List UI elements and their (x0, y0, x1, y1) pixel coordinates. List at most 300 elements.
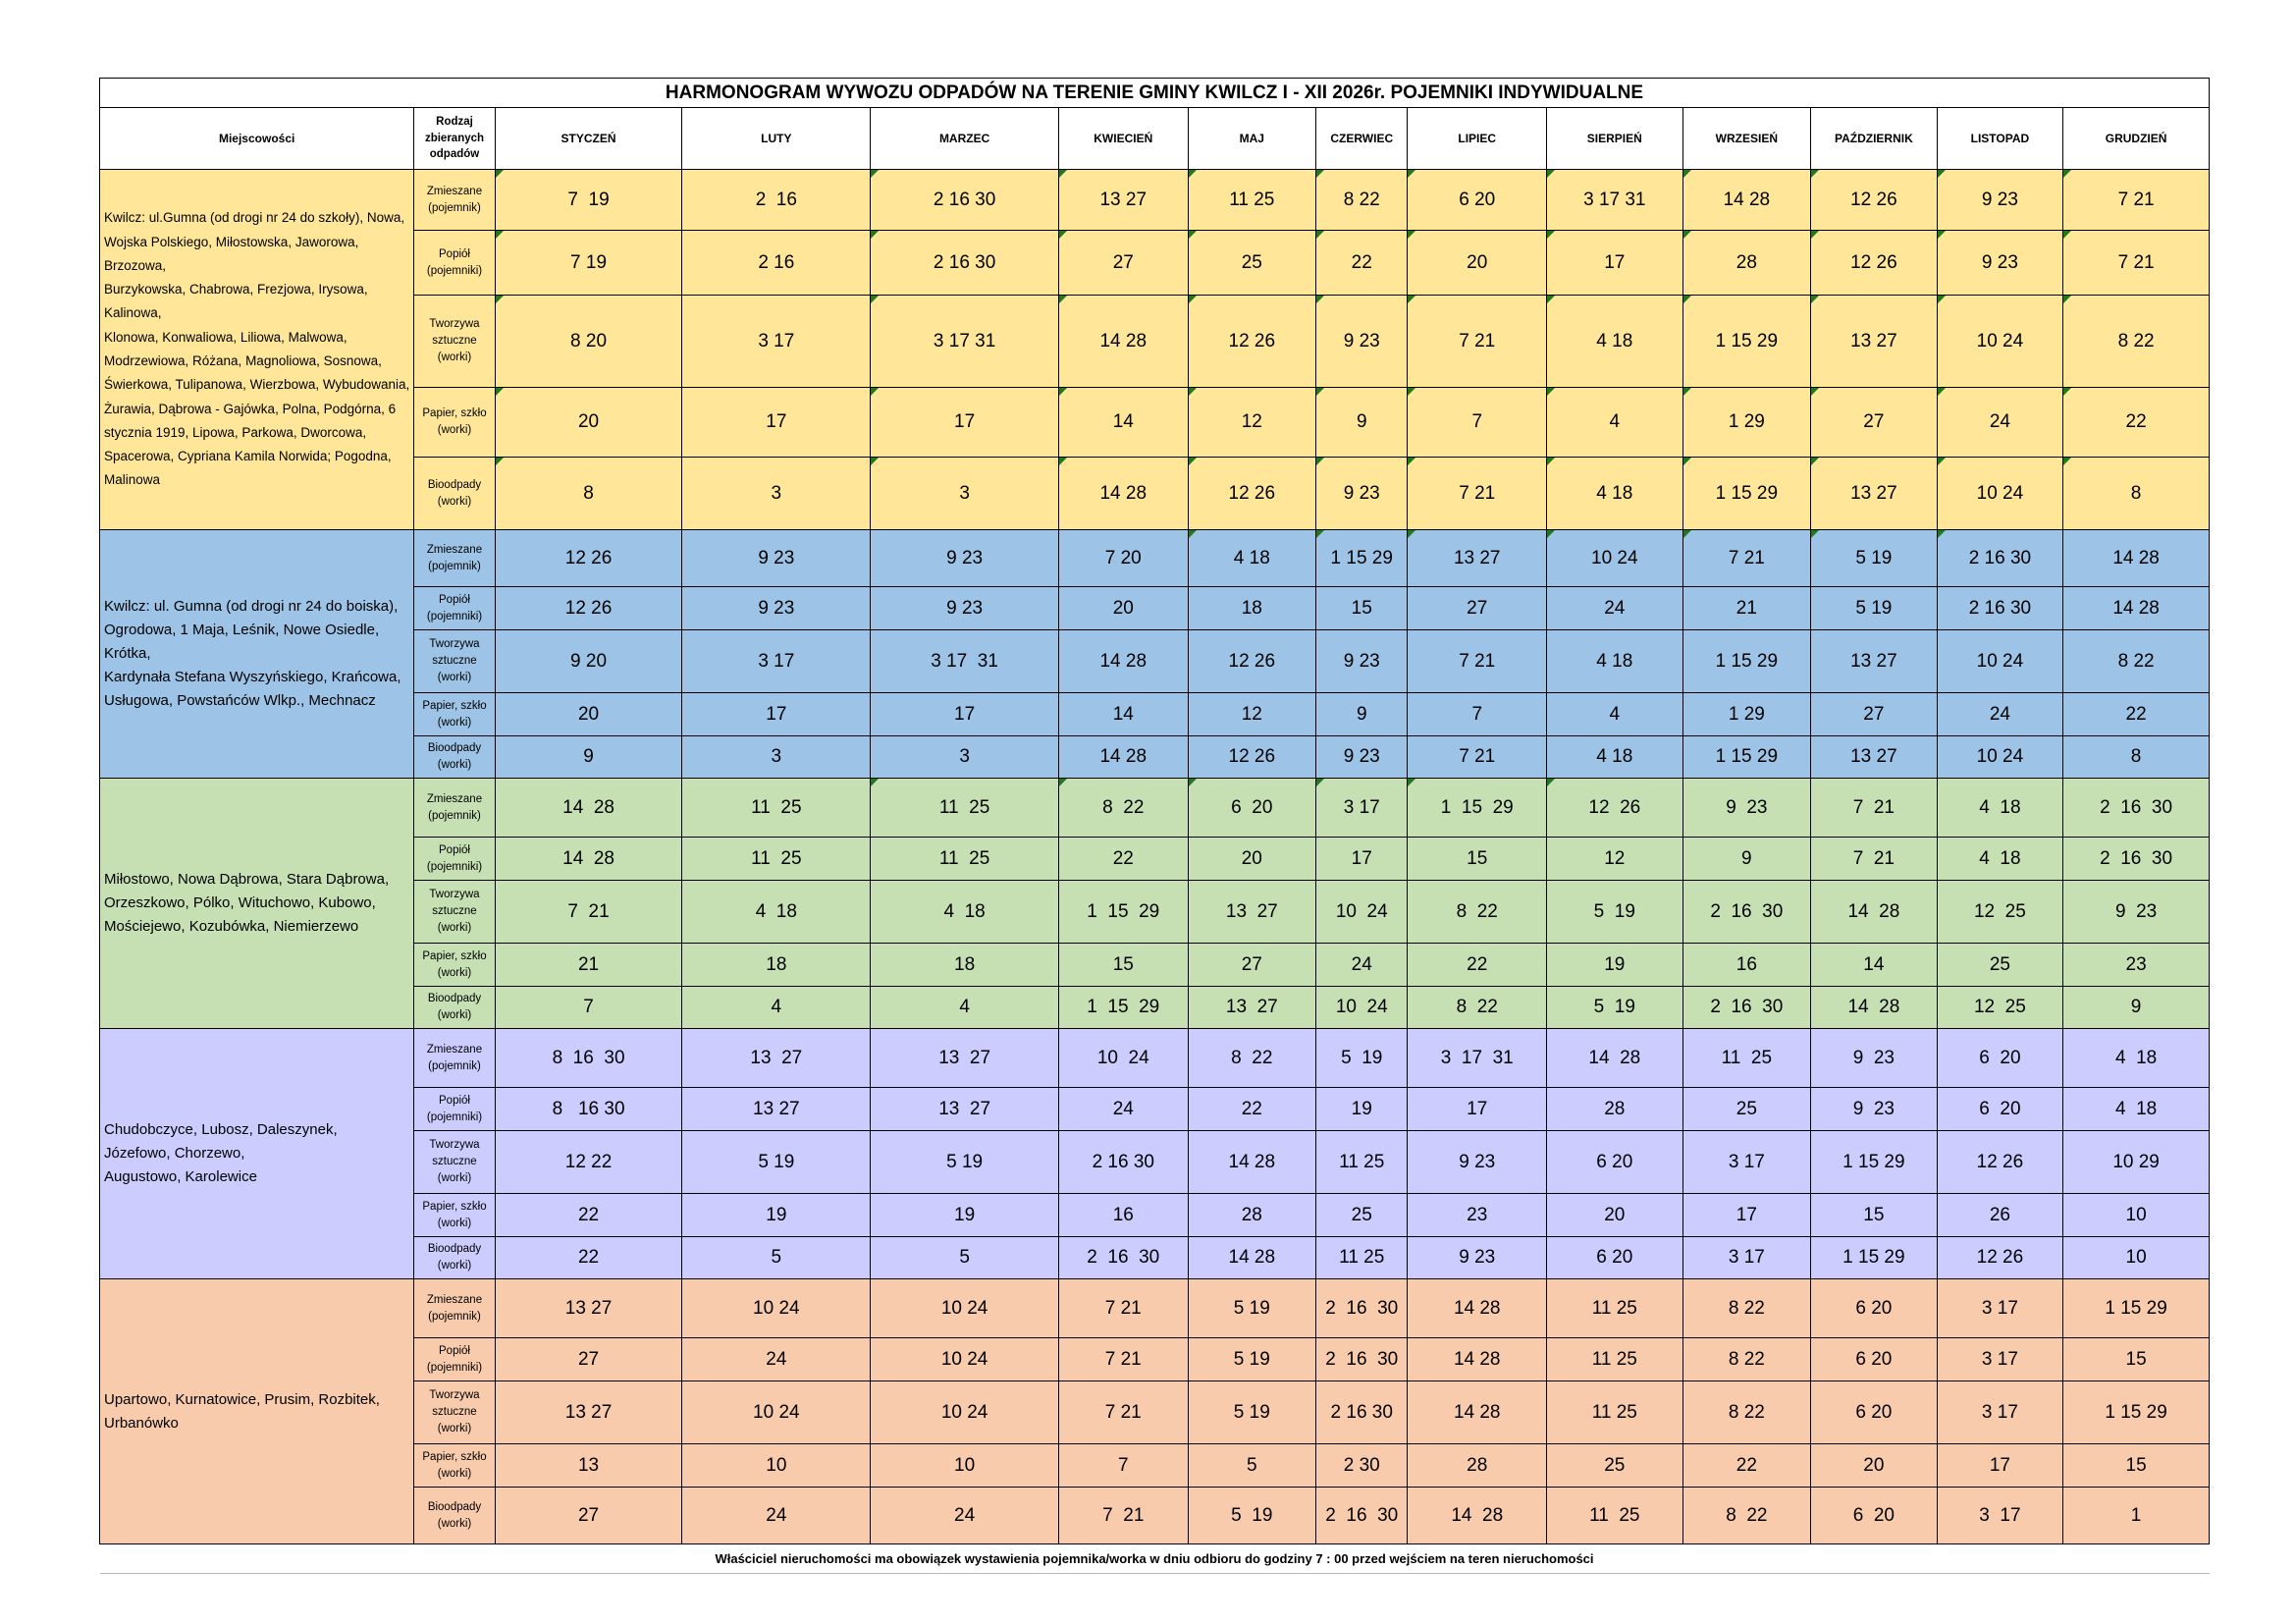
pickup-dates-cell: 15 (2063, 1444, 2210, 1488)
pickup-dates-cell: 4 18 (1547, 736, 1683, 779)
schedule-row (100, 1488, 2210, 1544)
pickup-dates-cell: 12 26 (1937, 1237, 2063, 1279)
pickup-dates-cell: 8 (495, 458, 682, 530)
pickup-dates-cell: 28 (1682, 231, 1811, 296)
pickup-dates-cell: 2 16 30 (1316, 1381, 1408, 1444)
pickup-dates-cell: 14 28 (1408, 1279, 1547, 1338)
pickup-dates-cell: 21 (1682, 587, 1811, 630)
pickup-dates-cell: 13 27 (1811, 736, 1938, 779)
pickup-dates-cell: 10 24 (1937, 296, 2063, 388)
pickup-dates-cell: 14 28 (1811, 987, 1938, 1029)
pickup-dates-cell: 1 (2063, 1488, 2210, 1544)
pickup-dates-cell: 7 21 (495, 881, 682, 944)
pickup-dates-cell: 4 18 (1547, 458, 1683, 530)
pickup-dates-cell: 18 (871, 944, 1059, 987)
pickup-dates-cell: 7 21 (1408, 458, 1547, 530)
location-cell: Kwilcz: ul.Gumna (od drogi nr 24 do szkoły), Nowa, Wojska Polskiego, Miłostowska, Jaworowa, Brzozowa, Burzykowska, Chabrowa, Frezjowa, Irysowa, Kalinowa, Klonowa, Konwaliowa, Liliowa, Malwowa, Modrzewiowa, Różana, Magnoliowa, Sosnowa, Świerkowa, Tulipanowa, Wierzbowa, Wybudowania, Żurawia, Dąbrowa - Gajówka, Polna, Podgórna, 6 stycznia 1919, Lipowa, Parkowa, Dworcowa, Spacerowa, Cypriana Kamila Norwida; Pogodna, Malinowa (100, 170, 414, 530)
pickup-dates-cell: 6 20 (1937, 1029, 2063, 1088)
pickup-dates-cell: 11 25 (1682, 1029, 1811, 1088)
pickup-dates-cell: 13 27 (1811, 630, 1938, 693)
pickup-dates-cell: 23 (2063, 944, 2210, 987)
waste-type-cell: Popiół (pojemniki) (414, 231, 495, 296)
pickup-dates-cell: 4 18 (1547, 296, 1683, 388)
pickup-dates-cell: 25 (1547, 1444, 1683, 1488)
pickup-dates-cell: 2 16 30 (1682, 881, 1811, 944)
pickup-dates-cell: 1 15 29 (1682, 296, 1811, 388)
pickup-dates-cell: 13 27 (1188, 881, 1316, 944)
pickup-dates-cell: 25 (1682, 1088, 1811, 1131)
pickup-dates-cell: 9 23 (682, 587, 871, 630)
pickup-dates-cell: 6 20 (1188, 779, 1316, 838)
waste-type-cell: Tworzywa sztuczne (worki) (414, 1131, 495, 1194)
location-cell: Chudobczyce, Lubosz, Daleszynek, Józefowo, Chorzewo, Augustowo, Karolewice (100, 1029, 414, 1279)
pickup-dates-cell: 2 16 30 (2063, 779, 2210, 838)
pickup-dates-cell: 2 16 30 (2063, 838, 2210, 881)
pickup-dates-cell: 27 (1188, 944, 1316, 987)
pickup-dates-cell: 1 15 29 (1811, 1131, 1938, 1194)
pickup-dates-cell: 4 18 (2063, 1029, 2210, 1088)
pickup-dates-cell: 22 (495, 1237, 682, 1279)
pickup-dates-cell: 3 17 (1937, 1381, 2063, 1444)
pickup-dates-cell: 7 21 (1811, 838, 1938, 881)
pickup-dates-cell: 2 16 (682, 170, 871, 231)
pickup-dates-cell: 14 28 (1059, 458, 1189, 530)
pickup-dates-cell: 20 (1408, 231, 1547, 296)
pickup-dates-cell: 11 25 (1547, 1279, 1683, 1338)
pickup-dates-cell: 24 (1316, 944, 1408, 987)
pickup-dates-cell: 6 20 (1547, 1131, 1683, 1194)
schedule-row (100, 779, 2210, 838)
pickup-dates-cell: 14 28 (1059, 296, 1189, 388)
pickup-dates-cell: 13 27 (871, 1088, 1059, 1131)
pickup-dates-cell: 5 19 (1547, 881, 1683, 944)
pickup-dates-cell: 9 23 (1408, 1131, 1547, 1194)
pickup-dates-cell: 9 23 (871, 530, 1059, 587)
pickup-dates-cell: 7 (1408, 388, 1547, 458)
waste-type-cell: Zmieszane (pojemnik) (414, 530, 495, 587)
pickup-dates-cell: 22 (1316, 231, 1408, 296)
pickup-dates-cell: 25 (1316, 1194, 1408, 1237)
pickup-dates-cell: 8 22 (1682, 1279, 1811, 1338)
waste-type-cell: Tworzywa sztuczne (worki) (414, 630, 495, 693)
pickup-dates-cell: 14 (1811, 944, 1938, 987)
schedule-row (100, 170, 2210, 231)
pickup-dates-cell: 12 26 (1811, 231, 1938, 296)
pickup-dates-cell: 10 24 (1547, 530, 1683, 587)
pickup-dates-cell: 25 (1188, 231, 1316, 296)
waste-type-cell: Bioodpady (worki) (414, 1237, 495, 1279)
schedule-row (100, 231, 2210, 296)
pickup-dates-cell: 15 (1811, 1194, 1938, 1237)
pickup-dates-cell: 28 (1408, 1444, 1547, 1488)
pickup-dates-cell: 20 (1547, 1194, 1683, 1237)
pickup-dates-cell: 27 (1811, 693, 1938, 736)
schedule-row (100, 1444, 2210, 1488)
waste-type-cell: Bioodpady (worki) (414, 458, 495, 530)
pickup-dates-cell: 3 17 31 (871, 296, 1059, 388)
pickup-dates-cell: 12 22 (495, 1131, 682, 1194)
waste-type-cell: Zmieszane (pojemnik) (414, 1279, 495, 1338)
pickup-dates-cell: 25 (1937, 944, 2063, 987)
pickup-dates-cell: 13 (495, 1444, 682, 1488)
pickup-dates-cell: 9 (2063, 987, 2210, 1029)
schedule-row (100, 736, 2210, 779)
pickup-dates-cell: 10 24 (682, 1381, 871, 1444)
pickup-dates-cell: 8 22 (1059, 779, 1189, 838)
pickup-dates-cell: 5 19 (682, 1131, 871, 1194)
pickup-dates-cell: 6 20 (1811, 1488, 1938, 1544)
pickup-dates-cell: 7 19 (495, 231, 682, 296)
pickup-dates-cell: 27 (495, 1488, 682, 1544)
pickup-dates-cell: 17 (871, 388, 1059, 458)
pickup-dates-cell: 3 17 31 (1547, 170, 1683, 231)
pickup-dates-cell: 16 (1059, 1194, 1189, 1237)
pickup-dates-cell: 5 19 (1188, 1279, 1316, 1338)
schedule-row (100, 1131, 2210, 1194)
pickup-dates-cell: 22 (1682, 1444, 1811, 1488)
pickup-dates-cell: 16 (1682, 944, 1811, 987)
pickup-dates-cell: 7 21 (1408, 630, 1547, 693)
pickup-dates-cell: 9 23 (1937, 231, 2063, 296)
pickup-dates-cell: 2 16 30 (871, 231, 1059, 296)
pickup-dates-cell: 17 (682, 388, 871, 458)
pickup-dates-cell: 4 18 (1937, 838, 2063, 881)
pickup-dates-cell: 10 24 (1316, 987, 1408, 1029)
pickup-dates-cell: 24 (1059, 1088, 1189, 1131)
pickup-dates-cell: 3 17 (1682, 1131, 1811, 1194)
pickup-dates-cell: 13 27 (871, 1029, 1059, 1088)
pickup-dates-cell: 11 25 (1547, 1381, 1683, 1444)
pickup-dates-cell: 28 (1547, 1088, 1683, 1131)
pickup-dates-cell: 13 27 (495, 1279, 682, 1338)
pickup-dates-cell: 6 20 (1408, 170, 1547, 231)
pickup-dates-cell: 14 28 (1059, 736, 1189, 779)
pickup-dates-cell: 2 16 30 (1316, 1488, 1408, 1544)
pickup-dates-cell: 7 (1059, 1444, 1189, 1488)
pickup-dates-cell: 11 25 (871, 838, 1059, 881)
schedule-title: HARMONOGRAM WYWOZU ODPADÓW NA TERENIE GMINY KWILCZ I - XII 2026r. POJEMNIKI INDYWIDUALNE (100, 79, 2210, 108)
pickup-dates-cell: 1 15 29 (2063, 1381, 2210, 1444)
pickup-dates-cell: 22 (1059, 838, 1189, 881)
schedule-row (100, 1381, 2210, 1444)
waste-type-cell: Papier, szkło (worki) (414, 1194, 495, 1237)
pickup-dates-cell: 6 20 (1937, 1088, 2063, 1131)
pickup-dates-cell: 8 22 (1682, 1338, 1811, 1381)
pickup-dates-cell: 12 26 (1188, 736, 1316, 779)
schedule-row (100, 987, 2210, 1029)
pickup-dates-cell: 4 18 (871, 881, 1059, 944)
pickup-dates-cell: 14 28 (1059, 630, 1189, 693)
pickup-dates-cell: 7 21 (1811, 779, 1938, 838)
pickup-dates-cell: 3 (871, 458, 1059, 530)
pickup-dates-cell: 6 20 (1811, 1381, 1938, 1444)
pickup-dates-cell: 5 19 (871, 1131, 1059, 1194)
schedule-row (100, 296, 2210, 388)
pickup-dates-cell: 18 (1188, 587, 1316, 630)
pickup-dates-cell: 14 28 (2063, 530, 2210, 587)
pickup-dates-cell: 12 26 (1811, 170, 1938, 231)
pickup-dates-cell: 4 18 (1547, 630, 1683, 693)
pickup-dates-cell: 1 15 29 (1059, 881, 1189, 944)
pickup-dates-cell: 2 16 30 (1937, 587, 2063, 630)
pickup-dates-cell: 17 (1316, 838, 1408, 881)
pickup-dates-cell: 13 27 (1188, 987, 1316, 1029)
pickup-dates-cell: 14 28 (1682, 170, 1811, 231)
pickup-dates-cell: 13 27 (682, 1088, 871, 1131)
waste-type-cell: Zmieszane (pojemnik) (414, 170, 495, 231)
pickup-dates-cell: 8 22 (2063, 296, 2210, 388)
pickup-dates-cell: 8 22 (1188, 1029, 1316, 1088)
schedule-row (100, 1338, 2210, 1381)
schedule-row (100, 1237, 2210, 1279)
pickup-dates-cell: 14 28 (1408, 1381, 1547, 1444)
pickup-dates-cell: 13 27 (682, 1029, 871, 1088)
pickup-dates-cell: 3 17 (682, 630, 871, 693)
pickup-dates-cell: 7 21 (2063, 170, 2210, 231)
pickup-dates-cell: 14 28 (2063, 587, 2210, 630)
pickup-dates-cell: 6 20 (1811, 1279, 1938, 1338)
schedule-table (99, 78, 2210, 1574)
pickup-dates-cell: 1 15 29 (1811, 1237, 1938, 1279)
pickup-dates-cell: 12 (1188, 693, 1316, 736)
schedule-row (100, 388, 2210, 458)
pickup-dates-cell: 2 16 (682, 231, 871, 296)
pickup-dates-cell: 12 25 (1937, 987, 2063, 1029)
waste-type-cell: Tworzywa sztuczne (worki) (414, 1381, 495, 1444)
pickup-dates-cell: 9 (1316, 388, 1408, 458)
pickup-dates-cell: 12 (1547, 838, 1683, 881)
pickup-dates-cell: 22 (1408, 944, 1547, 987)
pickup-dates-cell: 11 25 (1547, 1338, 1683, 1381)
pickup-dates-cell: 13 27 (1811, 296, 1938, 388)
pickup-dates-cell: 8 (2063, 736, 2210, 779)
pickup-dates-cell: 9 23 (871, 587, 1059, 630)
pickup-dates-cell: 9 23 (1811, 1029, 1938, 1088)
waste-type-cell: Popiół (pojemniki) (414, 587, 495, 630)
schedule-row (100, 838, 2210, 881)
pickup-dates-cell: 7 21 (1408, 736, 1547, 779)
pickup-dates-cell: 20 (495, 388, 682, 458)
pickup-dates-cell: 19 (682, 1194, 871, 1237)
schedule-row (100, 458, 2210, 530)
waste-type-cell: Tworzywa sztuczne (worki) (414, 296, 495, 388)
pickup-dates-cell: 14 (1059, 693, 1189, 736)
pickup-dates-cell: 17 (682, 693, 871, 736)
pickup-dates-cell: 11 25 (682, 779, 871, 838)
pickup-dates-cell: 12 26 (495, 587, 682, 630)
pickup-dates-cell: 22 (1188, 1088, 1316, 1131)
schedule-row (100, 1279, 2210, 1338)
header-month: MARZEC (871, 108, 1059, 170)
pickup-dates-cell: 3 17 31 (871, 630, 1059, 693)
pickup-dates-cell: 9 23 (1316, 630, 1408, 693)
pickup-dates-cell: 3 (871, 736, 1059, 779)
pickup-dates-cell: 8 22 (2063, 630, 2210, 693)
pickup-dates-cell: 15 (1059, 944, 1189, 987)
pickup-dates-cell: 1 15 29 (1408, 779, 1547, 838)
pickup-dates-cell: 7 19 (495, 170, 682, 231)
pickup-dates-cell: 10 24 (1937, 458, 2063, 530)
pickup-dates-cell: 10 (2063, 1237, 2210, 1279)
pickup-dates-cell: 9 (1316, 693, 1408, 736)
pickup-dates-cell: 19 (1316, 1088, 1408, 1131)
pickup-dates-cell: 13 27 (1408, 530, 1547, 587)
pickup-dates-cell: 9 23 (1316, 296, 1408, 388)
pickup-dates-cell: 12 26 (1188, 458, 1316, 530)
pickup-dates-cell: 10 (871, 1444, 1059, 1488)
pickup-dates-cell: 7 (1408, 693, 1547, 736)
pickup-dates-cell: 10 24 (1316, 881, 1408, 944)
pickup-dates-cell: 10 24 (1059, 1029, 1189, 1088)
pickup-dates-cell: 3 (682, 736, 871, 779)
header-month: SIERPIEŃ (1547, 108, 1683, 170)
pickup-dates-cell: 4 18 (2063, 1088, 2210, 1131)
pickup-dates-cell: 1 15 29 (2063, 1279, 2210, 1338)
pickup-dates-cell: 3 17 (1937, 1488, 2063, 1544)
pickup-dates-cell: 26 (1937, 1194, 2063, 1237)
waste-type-cell: Popiół (pojemniki) (414, 1338, 495, 1381)
pickup-dates-cell: 11 25 (1547, 1488, 1683, 1544)
pickup-dates-cell: 9 23 (682, 530, 871, 587)
pickup-dates-cell: 7 21 (1059, 1338, 1189, 1381)
header-month: CZERWIEC (1316, 108, 1408, 170)
pickup-dates-cell: 2 16 30 (1937, 530, 2063, 587)
waste-type-cell: Tworzywa sztuczne (worki) (414, 881, 495, 944)
pickup-dates-cell: 3 17 (1682, 1237, 1811, 1279)
header-month: WRZESIEŃ (1682, 108, 1811, 170)
pickup-dates-cell: 9 20 (495, 630, 682, 693)
pickup-dates-cell: 2 16 30 (1059, 1237, 1189, 1279)
pickup-dates-cell: 4 (871, 987, 1059, 1029)
pickup-dates-cell: 10 24 (1937, 630, 2063, 693)
pickup-dates-cell: 4 18 (682, 881, 871, 944)
pickup-dates-cell: 14 28 (495, 779, 682, 838)
pickup-dates-cell: 17 (1408, 1088, 1547, 1131)
pickup-dates-cell: 14 28 (1547, 1029, 1683, 1088)
pickup-dates-cell: 8 22 (1316, 170, 1408, 231)
pickup-dates-cell: 1 15 29 (1682, 736, 1811, 779)
pickup-dates-cell: 1 15 29 (1059, 987, 1189, 1029)
waste-type-cell: Popiół (pojemniki) (414, 838, 495, 881)
header-month: STYCZEŃ (495, 108, 682, 170)
schedule-row (100, 1088, 2210, 1131)
pickup-dates-cell: 10 24 (1937, 736, 2063, 779)
pickup-dates-cell: 10 (682, 1444, 871, 1488)
waste-type-cell: Popiół (pojemniki) (414, 1088, 495, 1131)
pickup-dates-cell: 12 26 (1937, 1131, 2063, 1194)
pickup-dates-cell: 18 (682, 944, 871, 987)
pickup-dates-cell: 5 (1188, 1444, 1316, 1488)
pickup-dates-cell: 15 (1408, 838, 1547, 881)
pickup-dates-cell: 8 16 30 (495, 1088, 682, 1131)
pickup-dates-cell: 10 24 (871, 1279, 1059, 1338)
pickup-dates-cell: 23 (1408, 1194, 1547, 1237)
pickup-dates-cell: 5 19 (1547, 987, 1683, 1029)
pickup-dates-cell: 10 24 (871, 1381, 1059, 1444)
location-cell: Upartowo, Kurnatowice, Prusim, Rozbitek, Urbanówko (100, 1279, 414, 1544)
header-month: LIPIEC (1408, 108, 1547, 170)
pickup-dates-cell: 13 27 (495, 1381, 682, 1444)
pickup-dates-cell: 27 (1408, 587, 1547, 630)
pickup-dates-cell: 3 17 (1937, 1279, 2063, 1338)
pickup-dates-cell: 8 22 (1408, 987, 1547, 1029)
pickup-dates-cell: 3 17 (682, 296, 871, 388)
pickup-dates-cell: 15 (2063, 1338, 2210, 1381)
pickup-dates-cell: 2 16 30 (1316, 1279, 1408, 1338)
pickup-dates-cell: 8 22 (1408, 881, 1547, 944)
waste-type-cell: Papier, szkło (worki) (414, 1444, 495, 1488)
pickup-dates-cell: 3 17 31 (1408, 1029, 1547, 1088)
pickup-dates-cell: 17 (871, 693, 1059, 736)
schedule-row (100, 1029, 2210, 1088)
pickup-dates-cell: 28 (1188, 1194, 1316, 1237)
pickup-dates-cell: 4 18 (1188, 530, 1316, 587)
waste-type-cell: Papier, szkło (worki) (414, 693, 495, 736)
header-month: PAŹDZIERNIK (1811, 108, 1938, 170)
pickup-dates-cell: 27 (1059, 231, 1189, 296)
pickup-dates-cell: 17 (1547, 231, 1683, 296)
pickup-dates-cell: 5 19 (1316, 1029, 1408, 1088)
pickup-dates-cell: 3 (682, 458, 871, 530)
pickup-dates-cell: 2 16 30 (1682, 987, 1811, 1029)
pickup-dates-cell: 17 (1937, 1444, 2063, 1488)
pickup-dates-cell: 4 (682, 987, 871, 1029)
footer-note: Właściciel nieruchomości ma obowiązek wystawienia pojemnika/worka w dniu odbioru do godziny 7 : 00 przed wejściem na teren nieruchomości (100, 1544, 2210, 1574)
pickup-dates-cell: 12 26 (1547, 779, 1683, 838)
pickup-dates-cell: 2 16 30 (871, 170, 1059, 231)
pickup-dates-cell: 24 (871, 1488, 1059, 1544)
pickup-dates-cell: 24 (682, 1488, 871, 1544)
location-cell: Miłostowo, Nowa Dąbrowa, Stara Dąbrowa, Orzeszkowo, Pólko, Wituchowo, Kubowo, Mościejewo, Kozubówka, Niemierzewo (100, 779, 414, 1029)
pickup-dates-cell: 7 (495, 987, 682, 1029)
pickup-dates-cell: 21 (495, 944, 682, 987)
pickup-dates-cell: 17 (1682, 1194, 1811, 1237)
pickup-dates-cell: 27 (1811, 388, 1938, 458)
pickup-dates-cell: 27 (495, 1338, 682, 1381)
location-cell: Kwilcz: ul. Gumna (od drogi nr 24 do boiska), Ogrodowa, 1 Maja, Leśnik, Nowe Osiedle, Krótka, Kardynała Stefana Wyszyńskiego, Krańcowa, Usługowa, Powstańców Wlkp., Mechnacz (100, 530, 414, 779)
pickup-dates-cell: 6 20 (1547, 1237, 1683, 1279)
pickup-dates-cell: 7 21 (1059, 1381, 1189, 1444)
pickup-dates-cell: 14 28 (1188, 1131, 1316, 1194)
pickup-dates-cell: 7 21 (1408, 296, 1547, 388)
pickup-dates-cell: 5 (871, 1237, 1059, 1279)
pickup-dates-cell: 14 28 (1811, 881, 1938, 944)
pickup-dates-cell: 14 28 (1408, 1488, 1547, 1544)
pickup-dates-cell: 10 24 (871, 1338, 1059, 1381)
pickup-dates-cell: 22 (2063, 388, 2210, 458)
pickup-dates-cell: 15 (1316, 587, 1408, 630)
pickup-dates-cell: 24 (682, 1338, 871, 1381)
pickup-dates-cell: 3 17 (1937, 1338, 2063, 1381)
pickup-dates-cell: 24 (1937, 693, 2063, 736)
header-month: GRUDZIEŃ (2063, 108, 2210, 170)
pickup-dates-cell: 14 (1059, 388, 1189, 458)
waste-type-cell: Bioodpady (worki) (414, 736, 495, 779)
pickup-dates-cell: 22 (495, 1194, 682, 1237)
pickup-dates-cell: 1 15 29 (1316, 530, 1408, 587)
pickup-dates-cell: 9 23 (1682, 779, 1811, 838)
pickup-dates-cell: 9 23 (2063, 881, 2210, 944)
pickup-dates-cell: 20 (1811, 1444, 1938, 1488)
pickup-dates-cell: 19 (871, 1194, 1059, 1237)
pickup-dates-cell: 19 (1547, 944, 1683, 987)
pickup-dates-cell: 24 (1547, 587, 1683, 630)
pickup-dates-cell: 9 23 (1937, 170, 2063, 231)
pickup-dates-cell: 10 24 (682, 1279, 871, 1338)
pickup-dates-cell: 11 25 (682, 838, 871, 881)
schedule-row (100, 1194, 2210, 1237)
pickup-dates-cell: 4 (1547, 388, 1683, 458)
